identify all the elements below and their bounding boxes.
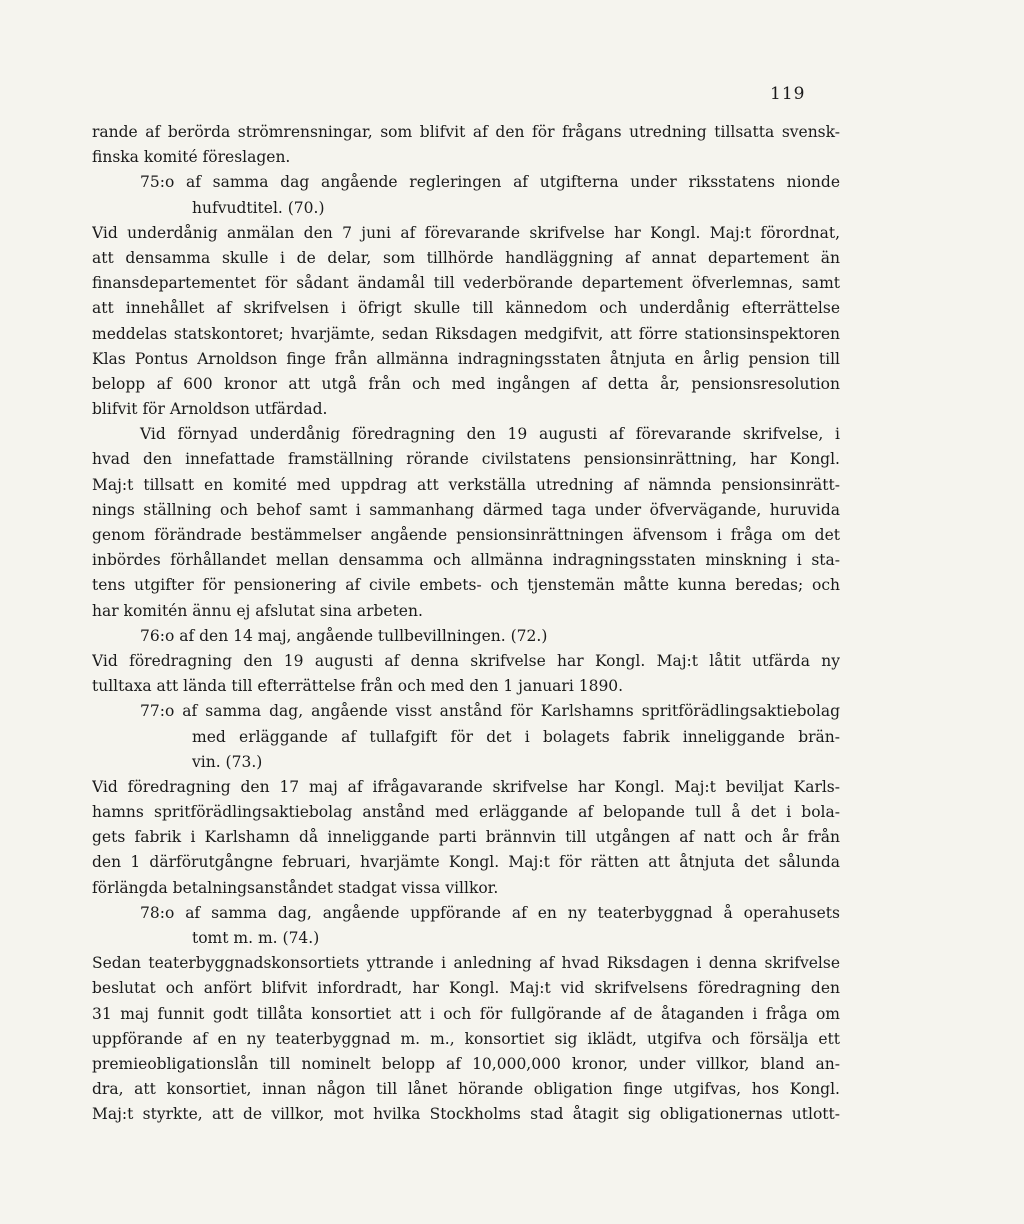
text-line: belopp af 600 kronor att utgå från och med ingången af detta år, pensionsresolution	[92, 374, 840, 393]
text-line: tomt m. m. (74.)	[192, 929, 320, 947]
text-line: 78:o af samma dag, angående uppförande af en ny teaterbyggnad å operahusets	[140, 903, 840, 922]
text-line: 76:o af den 14 maj, angående tullbevillningen. (72.)	[140, 626, 548, 645]
text-line: hufvudtitel. (70.)	[192, 198, 325, 217]
text-line: tens utgifter för pensionering af civile embets- och tjenstemän måtte kunna beredas; och	[92, 576, 840, 595]
page-number: 119	[770, 84, 806, 104]
text-line: finska komité föreslagen.	[92, 148, 291, 167]
text-line: med erläggande af tullafgift för det i bolagets fabrik inneliggande brän-	[192, 727, 840, 746]
text-line: dra, att konsortiet, innan någon till lånet hörande obligation finge utgifvas, hos Kongl.	[92, 1080, 840, 1099]
text-line: meddelas statskontoret; hvarjämte, sedan Riksdagen medgifvit, att förre stationsinspektoren	[92, 324, 840, 343]
text-line: att densamma skulle i de delar, som tillhörde handläggning af annat departement än	[92, 248, 840, 267]
text-line: uppförande af en ny teaterbyggnad m. m., konsortiet sig iklädt, utgifva och försälja ett	[92, 1029, 840, 1048]
text-line: har komitén ännu ej afslutat sina arbeten.	[92, 601, 423, 620]
text-line: 75:o af samma dag angående regleringen af utgifterna under riksstatens nionde	[140, 173, 840, 192]
text-line: beslutat och anfört blifvit infordradt, har Kongl. Maj:t vid skrifvelsens föredragning den	[92, 979, 840, 998]
text-line: genom förändrade bestämmelser angående pensionsinrättningen äfvensom i fråga om det	[92, 526, 840, 544]
text-line: nings ställning och behof samt i sammanhang därmed taga under öfvervägande, huruvida	[92, 500, 840, 519]
body-text	[92, 120, 840, 1128]
text-line: Sedan teaterbyggnadskonsortiets yttrande i anledning af hvad Riksdagen i denna skrifvelse	[92, 954, 840, 973]
text-line: inbördes förhållandet mellan densamma och allmänna indragningsstaten minskning i sta-	[92, 551, 840, 570]
text-line: vin. (73.)	[192, 752, 263, 771]
text-line: Vid underdånig anmälan den 7 juni af förevarande skrifvelse har Kongl. Maj:t förordnat,	[92, 223, 840, 242]
text-line: gets fabrik i Karlshamn då inneliggande parti brännvin till utgången af natt och år från	[92, 828, 840, 847]
text-line: finansdepartementet för sådant ändamål till vederbörande departement öfverlemnas, samt	[92, 274, 840, 293]
text-line: 77:o af samma dag, angående visst anstånd för Karlshamns spritförädlingsaktiebolag	[140, 702, 840, 721]
text-line: blifvit för Arnoldson utfärdad.	[92, 400, 328, 419]
text-line: tulltaxa att lända till efterrättelse från och med den 1 januari 1890.	[92, 677, 624, 696]
text-line: hamns spritförädlingsaktiebolag anstånd med erläggande af belopande tull å det i bola-	[92, 803, 840, 822]
text-line: Maj:t styrkte, att de villkor, mot hvilka Stockholms stad åtagit sig obligationernas utlott-	[92, 1105, 840, 1124]
text-line: den 1 därförutgångne februari, hvarjämte Kongl. Maj:t för rätten att åtnjuta det sålunda	[92, 853, 840, 872]
text-line: hvad den innefattade framställning rörande civilstatens pensionsinrättning, har Kongl.	[92, 450, 840, 469]
text-line: premieobligationslån till nominelt belopp af 10,000,000 kronor, under villkor, bland an-	[92, 1054, 840, 1073]
text-line: Maj:t tillsatt en komité med uppdrag att verkställa utredning af nämnda pensionsinrätt-	[92, 475, 840, 494]
text-line: Klas Pontus Arnoldson finge från allmänna indragningsstaten åtnjuta en årlig pension till	[92, 349, 840, 368]
text-line: förlängda betalningsanståndet stadgat vissa villkor.	[92, 878, 499, 897]
text-line: Vid föredragning den 17 maj af ifrågavarande skrifvelse har Kongl. Maj:t beviljat Karls-	[92, 777, 840, 796]
text-line: Vid föredragning den 19 augusti af denna skrifvelse har Kongl. Maj:t låtit utfärda ny	[92, 651, 840, 670]
text-line: 31 maj funnit godt tillåta konsortiet att i och för fullgörande af de åtaganden i fråga om	[92, 1004, 840, 1023]
text-line: rande af berörda strömrensningar, som blifvit af den för frågans utredning tillsatta svensk-	[92, 123, 840, 141]
text-line: Vid förnyad underdånig föredragning den 19 augusti af förevarande skrifvelse, i	[140, 425, 840, 444]
text-line: att innehållet af skrifvelsen i öfrigt skulle till kännedom och underdånig efterrättelse	[92, 299, 840, 318]
